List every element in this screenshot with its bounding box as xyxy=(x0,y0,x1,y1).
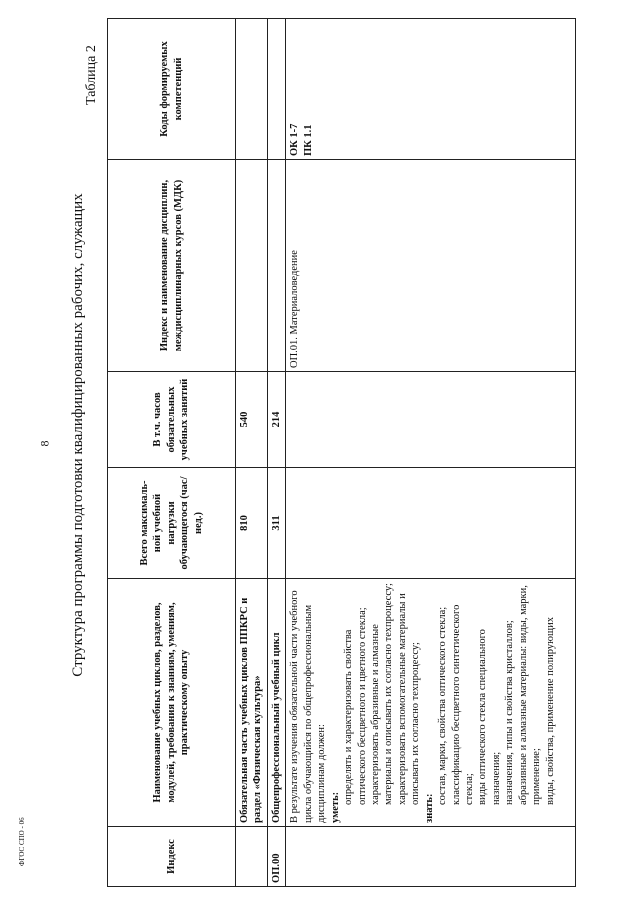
op-requirements xyxy=(286,579,576,827)
codes-ok: ОК 1-7 xyxy=(289,123,301,156)
table-row xyxy=(236,19,268,887)
footer-code: ФГОС СПО - 06 xyxy=(18,817,26,866)
znat-label: знать: xyxy=(423,793,435,823)
op-intro: В результате изучения обязательной части учебного цикла обучающийся по общепрофессиональным дисциплинам должен: xyxy=(289,590,328,823)
header-mandatory: В т.ч. часов обязательных учебных занятий xyxy=(108,372,236,468)
mandatory-part-hours: 540 xyxy=(236,372,268,468)
op00-name: Общепрофессиональный учебный цикл xyxy=(267,579,285,827)
mandatory-part-name: Обязательная часть учебных циклов ППКРС и раздел «Физическая культура» xyxy=(236,579,268,827)
list-item: характеризовать вспомогательные материалы и описывать их согласно техпроцессу; xyxy=(396,593,422,805)
list-item: абразивные и алмазные материалы: виды, марки, применение; xyxy=(517,585,543,805)
header-name: Наименование учебных циклов, разделов, модулей, требования к знаниям, умениям, практическому опыту xyxy=(108,579,236,827)
list-item: характеризовать абразивные и алмазные материалы и описывать их согласно техпроцессу; xyxy=(369,583,395,805)
structure-table xyxy=(107,18,576,887)
op00-total: 311 xyxy=(267,468,285,579)
header-codes: Коды формируемых компетенций xyxy=(108,19,236,160)
list-item: назначения, типы и свойства кристаллов; xyxy=(504,620,516,805)
discipline-op01: ОП.01. Материаловедение xyxy=(286,160,576,372)
header-index: Индекс xyxy=(108,827,236,887)
codes-pk: ПК 1.1 xyxy=(302,124,314,156)
list-item: классификацию бесцветного синтетического стекла; xyxy=(450,604,475,805)
op00-hours: 214 xyxy=(267,372,285,468)
table-row xyxy=(286,19,576,887)
competency-codes xyxy=(286,19,576,160)
header-row xyxy=(108,19,236,887)
page-number: 8 xyxy=(37,440,52,447)
mandatory-part-total: 810 xyxy=(236,468,268,579)
table-label: Таблица 2 xyxy=(84,45,99,105)
op00-index: ОП.00 xyxy=(267,827,285,887)
list-item: определять и характеризовать свойства оптического бесцветного и цветного стекла; xyxy=(343,607,368,805)
document-title: Структура программы подготовки квалифицированных рабочих, служащих xyxy=(70,193,86,677)
header-discipline: Индекс и наименование дисциплин, междисциплинарных курсов (МДК) xyxy=(108,160,236,372)
list-item: виды, свойства, применение полирующих xyxy=(544,617,556,805)
table-row xyxy=(267,19,285,887)
umet-label: уметь: xyxy=(329,791,341,823)
header-total: Всего максималь-ной учебной нагрузки обучающегося (час/нед.) xyxy=(108,468,236,579)
list-item: состав, марки, свойства оптического стекла; xyxy=(437,606,449,805)
list-item: виды оптического стекла специального назначения; xyxy=(477,629,502,805)
